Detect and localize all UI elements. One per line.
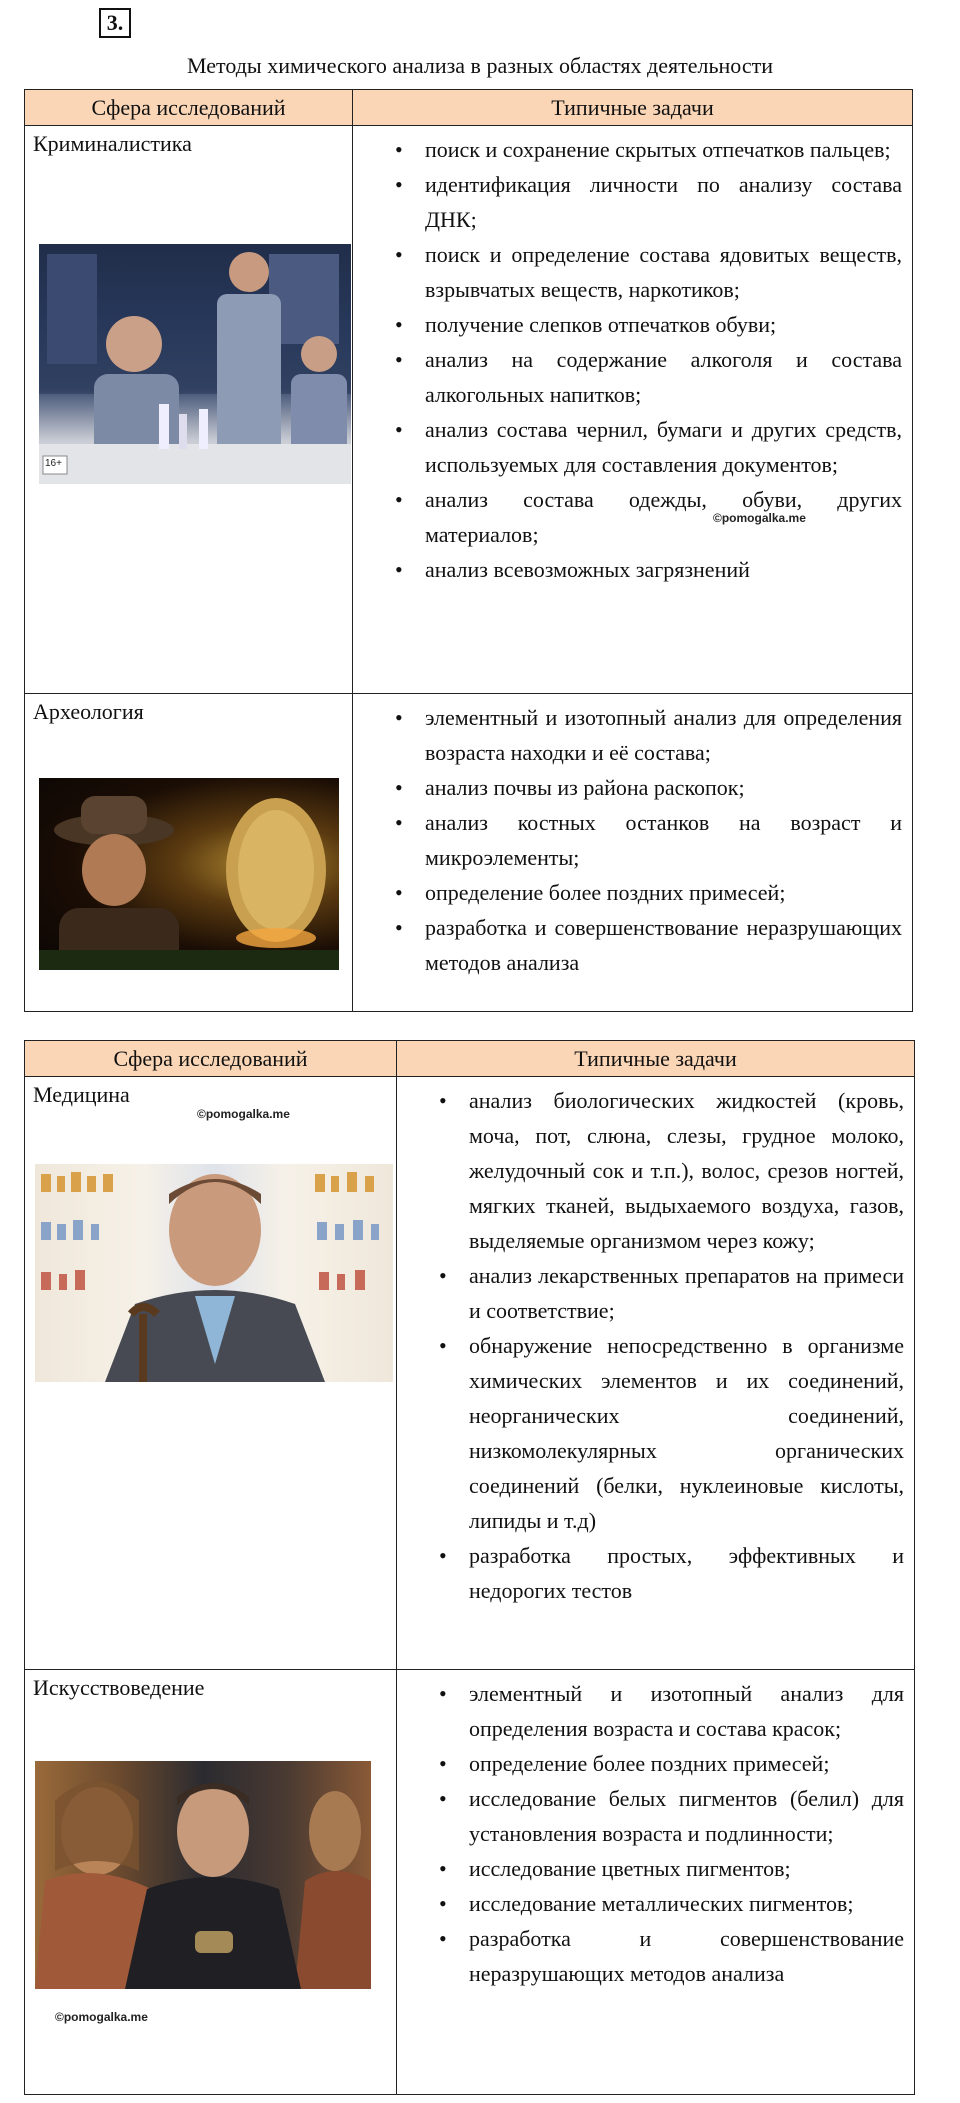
tasks-list-archaeology [353, 694, 912, 988]
list-item: • разработка и совершенствование неразрушающих методов анализа [353, 910, 902, 980]
sphere-cell [25, 126, 353, 694]
watermark: ©pomogalka.me [55, 2010, 148, 2024]
list-item: • исследование цветных пигментов; [397, 1851, 904, 1886]
list-item: • разработка и совершенствование неразрушающих методов анализа [397, 1921, 904, 1991]
list-item: • анализ лекарственных препаратов на примеси и соответствие; [397, 1258, 904, 1328]
archaeology-photo [39, 778, 339, 970]
list-item: • исследование металлических пигментов; [397, 1886, 904, 1921]
header-tasks: Типичные задачи [353, 90, 913, 126]
sphere-name-medicine: Медицина [33, 1082, 130, 1107]
art-history-photo [35, 1761, 371, 1989]
table-header-row [25, 90, 913, 126]
header-sphere: Сфера исследований [25, 1041, 397, 1077]
list-item: • анализ почвы из района раскопок; [353, 770, 902, 805]
row-medicine [25, 1077, 915, 1670]
list-item: • исследование белых пигментов (белил) для установления возраста и подлинности; [397, 1781, 904, 1851]
list-item: • разработка простых, эффективных и недорогих тестов [397, 1538, 904, 1608]
list-item: • поиск и сохранение скрытых отпечатков пальцев; [353, 132, 902, 167]
methods-table-1 [24, 89, 913, 1012]
tasks-cell [353, 126, 913, 694]
list-item: • определение более поздних примесей; [353, 875, 902, 910]
task-number: 3. [99, 8, 131, 38]
table-header-row [25, 1041, 915, 1077]
list-item: • анализ костных останков на возраст и микроэлементы; [353, 805, 902, 875]
list-item: • определение более поздних примесей; [397, 1746, 904, 1781]
list-item: • анализ состава одежды, обуви, других материалов; [353, 482, 902, 552]
sphere-name-criminalistics: Криминалистика [33, 131, 192, 156]
list-item: • элементный и изотопный анализ для определения возраста и состава красок; [397, 1676, 904, 1746]
list-item: • идентификация личности по анализу состава ДНК; [353, 167, 902, 237]
sphere-name-archaeology: Археология [33, 699, 144, 724]
watermark: ©pomogalka.me [197, 1107, 290, 1121]
sphere-cell [25, 1077, 397, 1670]
row-archaeology [25, 694, 913, 1012]
methods-table-2 [24, 1040, 915, 2095]
header-tasks: Типичные задачи [397, 1041, 915, 1077]
tasks-list-medicine [397, 1077, 914, 1616]
sphere-cell [25, 1670, 397, 2095]
tasks-cell [397, 1077, 915, 1670]
tasks-list-criminalistics [353, 126, 912, 595]
row-art-history [25, 1670, 915, 2095]
sphere-cell [25, 694, 353, 1012]
list-item: • поиск и определение состава ядовитых веществ, взрывчатых веществ, наркотиков; [353, 237, 902, 307]
watermark: ©pomogalka.me [713, 511, 806, 525]
list-item: • элементный и изотопный анализ для определения возраста находки и её состава; [353, 700, 902, 770]
document-title: Методы химического анализа в разных областях деятельности [187, 53, 773, 78]
tasks-list-art-history [397, 1670, 914, 1999]
sphere-name-art-history: Искусствоведение [33, 1675, 205, 1700]
tasks-cell [353, 694, 913, 1012]
list-item: • анализ состава чернил, бумаги и других средств, используемых для составления документов; [353, 412, 902, 482]
list-item: • получение слепков отпечатков обуви; [353, 307, 902, 342]
photo-corner-label: 16+ [45, 458, 62, 469]
header-sphere: Сфера исследований [25, 90, 353, 126]
list-item: • анализ на содержание алкоголя и состава алкогольных напитков; [353, 342, 902, 412]
list-item: • анализ всевозможных загрязнений [353, 552, 902, 587]
list-item: • анализ биологических жидкостей (кровь, моча, пот, слюна, слезы, грудное молоко, желудочный сок и т.п.), волос, срезов ногтей, мягких тканей, выдыхаемого воздуха, газов, выделяемые организмом через кожу; [397, 1083, 904, 1258]
tasks-cell [397, 1670, 915, 2095]
medicine-pharmacy-photo [35, 1164, 393, 1382]
row-criminalistics [25, 126, 913, 694]
criminalistics-lab-photo [39, 244, 351, 484]
list-item: • обнаружение непосредственно в организме химических элементов и их соединений, неорганических соединений, низкомолекулярных органических соединений (белки, нуклеиновые кислоты, липиды и т.д) [397, 1328, 904, 1538]
